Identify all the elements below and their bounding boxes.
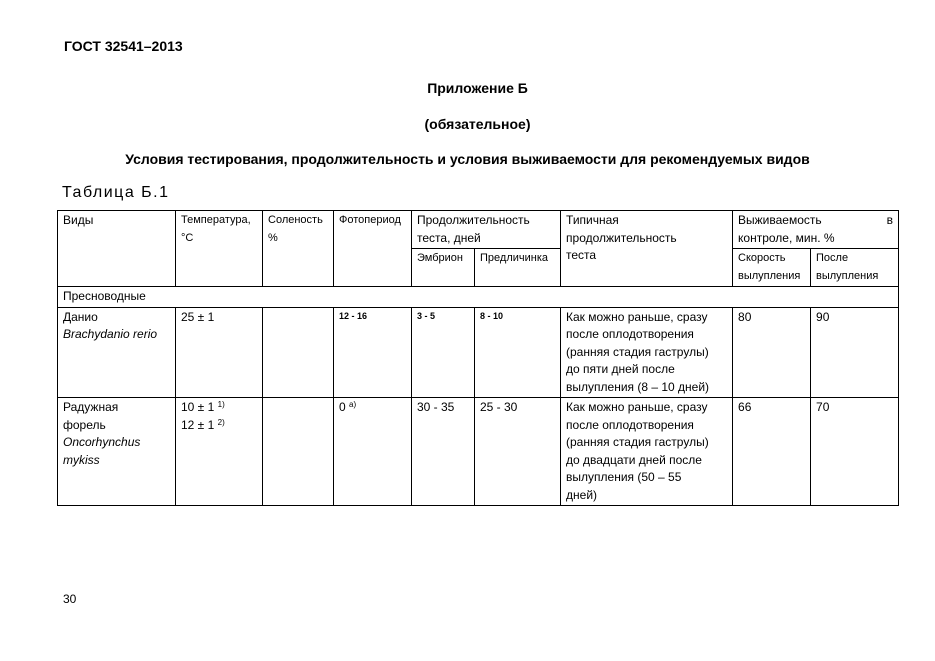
cell-hatch-rate: 66 [733,398,811,506]
cell-species: Данио Brachydanio rerio [58,307,176,398]
header-temperature: Температура, °С [176,211,263,287]
header-species: Виды [58,211,176,287]
header-photoperiod: Фотопериод [334,211,412,287]
header-salinity: Соленость % [263,211,334,287]
cell-species: Радужная форель Oncorhynchus mykiss [58,398,176,506]
section-row [58,287,899,308]
cell-after-hatch: 90 [811,307,899,398]
cell-embryo: 30 - 35 [412,398,475,506]
cell-photoperiod: 12 - 16 [334,307,412,398]
document-code: ГОСТ 32541–2013 [64,38,183,54]
cell-typical-duration: Как можно раньше, сразу после оплодотворения (ранняя стадия гаструлы) до двадцати дней после вылупления (50 – 55 дней) [561,398,733,506]
cell-temperature: 25 ± 1 [176,307,263,398]
cell-embryo: 3 - 5 [412,307,475,398]
cell-typical-duration: Как можно раньше, сразу после оплодотворения (ранняя стадия гаструлы) до пяти дней после вылупления (8 – 10 дней) [561,307,733,398]
cell-after-hatch: 70 [811,398,899,506]
header-larva: Предличинка [475,249,561,287]
header-duration: Продолжительность теста, дней [412,211,561,249]
page-number: 30 [63,592,77,606]
header-row [58,211,899,249]
cell-photoperiod: 0 $^{а)}$ [334,398,412,506]
cell-salinity [263,398,334,506]
header-survival: Выживаемость в контроле, мин. % [733,211,899,249]
appendix-status: (обязательное) [424,116,531,132]
cell-temperature: 10 ± 1 $^{1)}$ 12 ± 1 $^{2)}$ [176,398,263,506]
header-after-hatch: После вылупления [811,249,899,287]
header-typical-duration: Типичная продолжительность теста [561,211,733,287]
cell-larva: 25 - 30 [475,398,561,506]
header-hatch-rate: Скорость вылупления [733,249,811,287]
conditions-table [57,210,899,506]
header-embryo: Эмбрион [412,249,475,287]
appendix-title: Приложение Б [427,80,528,96]
table-row [58,307,899,398]
document-title: Условия тестирования, продолжительность и условия выживаемости для рекомендуемых видов [125,151,810,167]
cell-salinity [263,307,334,398]
table-label: Таблица Б.1 [62,184,170,201]
cell-hatch-rate: 80 [733,307,811,398]
cell-larva: 8 - 10 [475,307,561,398]
table-row [58,398,899,506]
section-freshwater: Пресноводные [58,287,899,308]
